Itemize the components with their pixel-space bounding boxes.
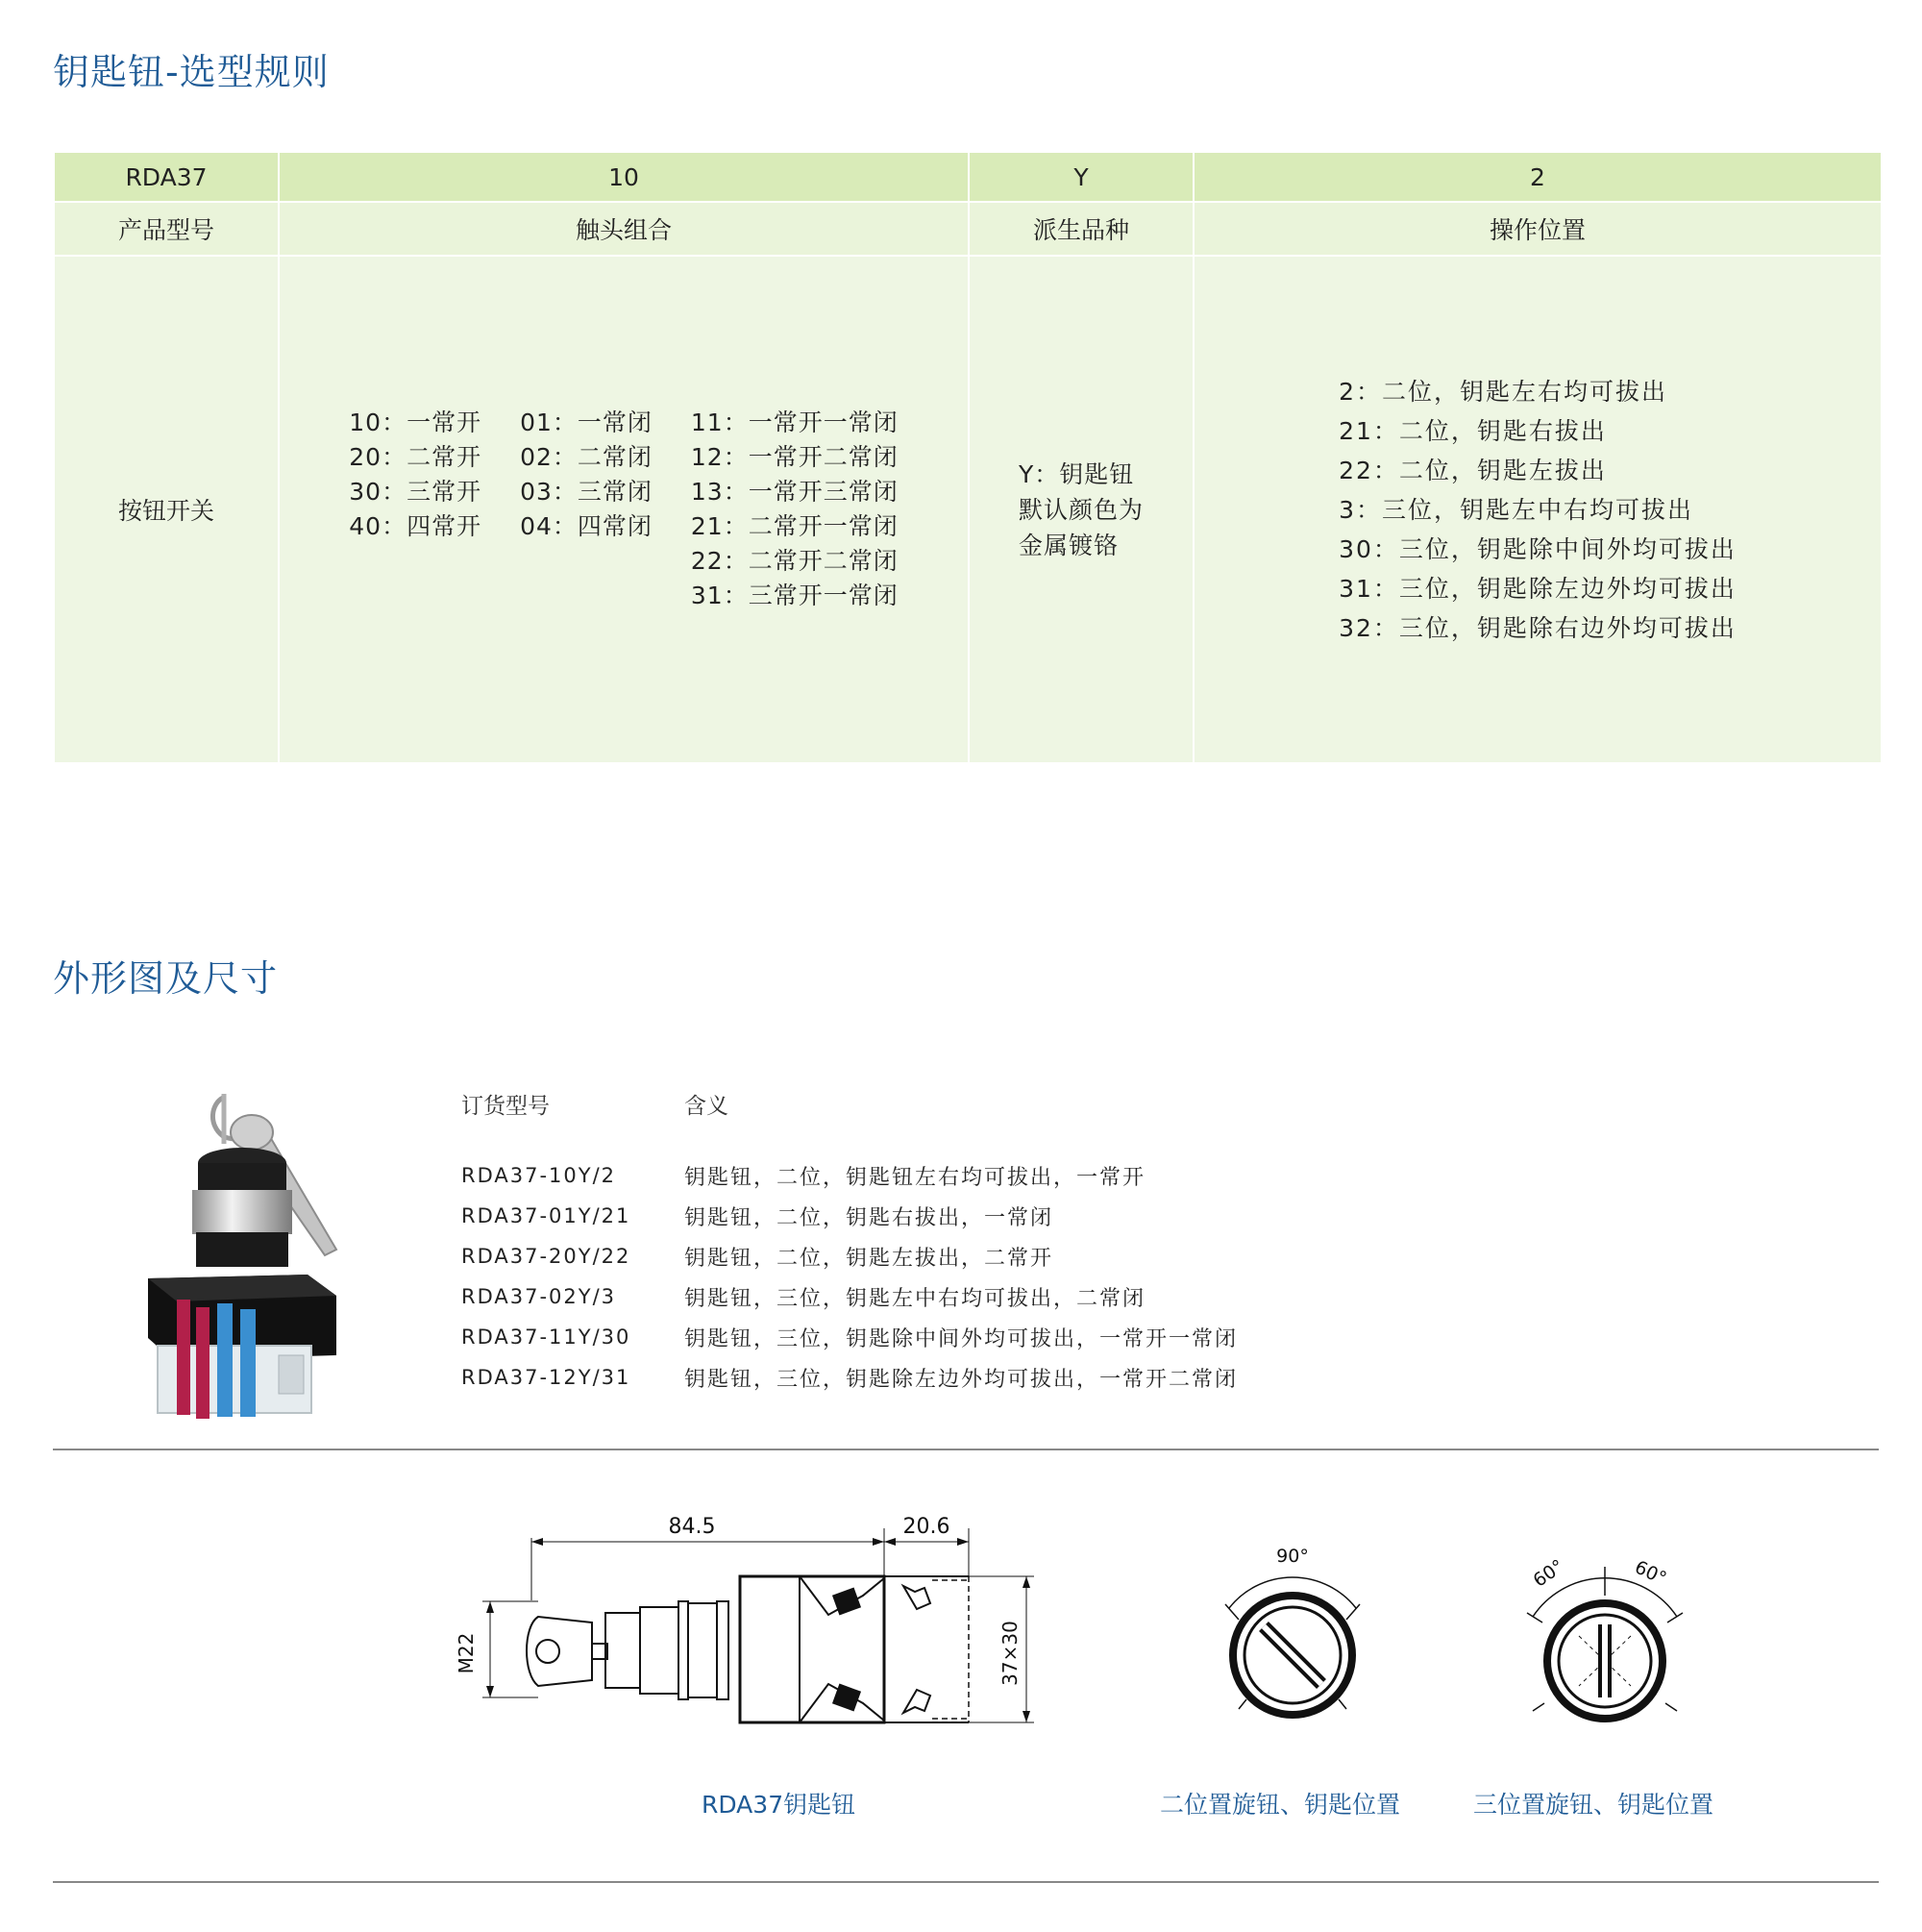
- divider-bottom: [53, 1881, 1879, 1883]
- name-row: [54, 202, 1882, 256]
- dimension-drawing: [452, 1499, 1047, 1749]
- contact-option: 40：四常开: [349, 512, 482, 540]
- dim-length-label: 84.5: [668, 1515, 716, 1539]
- derivative-cell: [969, 256, 1194, 763]
- contact-option: 22：二常开二常闭: [690, 547, 899, 575]
- contact-option: 21：二常开一常闭: [690, 512, 899, 540]
- dim-depth-label: 20.6: [902, 1515, 950, 1539]
- order-model: RDA37-20Y/22: [461, 1245, 631, 1268]
- angle-two-label: 90°: [1276, 1546, 1309, 1567]
- divider-top: [53, 1449, 1879, 1450]
- contact-option: 11：一常开一常闭: [690, 409, 899, 436]
- order-list: [461, 1088, 1422, 1398]
- position-option: 31：三位，钥匙除左边外均可拔出: [1339, 574, 1737, 603]
- dim-thread-label: M22: [455, 1632, 478, 1674]
- body-row: [54, 256, 1882, 763]
- order-header-meaning: 含义: [684, 1094, 728, 1119]
- code-position: 2: [1194, 152, 1882, 202]
- contact-option: 02：二常闭: [520, 443, 653, 471]
- name-position: 操作位置: [1194, 202, 1882, 256]
- contact-option: 20：二常开: [349, 443, 482, 471]
- code-derivative: Y: [969, 152, 1194, 202]
- dim-body-label: 37×30: [998, 1621, 1022, 1686]
- order-row: [461, 1236, 1422, 1276]
- code-product: RDA37: [54, 152, 279, 202]
- caption-main: RDA37钥匙钮: [702, 1791, 856, 1819]
- position-option: 3：三位，钥匙左中右均可拔出: [1339, 495, 1693, 524]
- three-position-diagram: [1514, 1528, 1696, 1730]
- product-cell: 按钮开关: [54, 256, 279, 763]
- order-row: [461, 1317, 1422, 1357]
- contacts-no-column: [349, 406, 481, 544]
- order-meaning: 钥匙钮，三位，钥匙除左边外均可拔出，一常开二常闭: [684, 1367, 1239, 1392]
- derivative-line: Y：钥匙钮: [1018, 459, 1135, 488]
- contacts-mixed-column: [691, 406, 899, 613]
- order-meaning: 钥匙钮，三位，钥匙左中右均可拔出，二常闭: [684, 1286, 1146, 1311]
- contacts-cell: [279, 256, 969, 763]
- order-row: [461, 1276, 1422, 1317]
- code-row: [54, 152, 1882, 202]
- position-option: 32：三位，钥匙除右边外均可拔出: [1339, 613, 1737, 642]
- order-model: RDA37-01Y/21: [461, 1204, 631, 1227]
- contact-option: 01：一常闭: [520, 409, 653, 436]
- name-derivative: 派生品种: [969, 202, 1194, 256]
- contact-option: 03：三常闭: [520, 478, 653, 506]
- position-option: 2：二位，钥匙左右均可拔出: [1339, 377, 1667, 406]
- angle-three-left-label: 60°: [1529, 1555, 1568, 1592]
- name-contacts: 触头组合: [279, 202, 969, 256]
- order-model: RDA37-11Y/30: [461, 1325, 631, 1349]
- order-row: [461, 1357, 1422, 1398]
- position-option: 30：三位，钥匙除中间外均可拔出: [1339, 534, 1737, 563]
- two-position-diagram: [1206, 1533, 1379, 1725]
- order-model: RDA37-12Y/31: [461, 1366, 631, 1389]
- position-option: 21：二位，钥匙右拔出: [1339, 416, 1607, 445]
- positions-cell: [1194, 256, 1882, 763]
- order-meaning: 钥匙钮，二位，钥匙钮左右均可拔出，一常开: [684, 1165, 1146, 1190]
- position-option: 22：二位，钥匙左拔出: [1339, 456, 1607, 484]
- contacts-nc-column: [520, 406, 653, 544]
- order-list-header: [461, 1088, 1422, 1127]
- derivative-line: 金属镀铬: [1018, 531, 1119, 559]
- angle-three-right-label: 60°: [1631, 1556, 1670, 1590]
- section-title-dimensions: 外形图及尺寸: [53, 957, 279, 1000]
- order-row: [461, 1196, 1422, 1236]
- contact-option: 10：一常开: [349, 409, 482, 436]
- order-meaning: 钥匙钮，三位，钥匙除中间外均可拔出，一常开一常闭: [684, 1326, 1239, 1351]
- order-meaning: 钥匙钮，二位，钥匙右拔出，一常闭: [684, 1205, 1054, 1230]
- code-contacts: 10: [279, 152, 969, 202]
- derivative-line: 默认颜色为: [1018, 495, 1144, 524]
- contact-option: 31：三常开一常闭: [690, 582, 899, 609]
- section-title-selection: 钥匙钮-选型规则: [53, 51, 330, 93]
- contact-option: 12：一常开二常闭: [690, 443, 899, 471]
- order-meaning: 钥匙钮，二位，钥匙左拔出，二常开: [684, 1246, 1054, 1271]
- selection-table: [53, 151, 1883, 764]
- contact-option: 30：三常开: [349, 478, 482, 506]
- caption-three-position: 三位置旋钮、钥匙位置: [1473, 1791, 1714, 1819]
- product-photo: [135, 1086, 365, 1423]
- contact-option: 04：四常闭: [520, 512, 653, 540]
- order-header-model: 订货型号: [461, 1094, 550, 1119]
- order-model: RDA37-02Y/3: [461, 1285, 617, 1308]
- name-product: 产品型号: [54, 202, 279, 256]
- caption-two-position: 二位置旋钮、钥匙位置: [1160, 1791, 1401, 1819]
- order-model: RDA37-10Y/2: [461, 1164, 617, 1187]
- order-row: [461, 1155, 1422, 1196]
- contact-option: 13：一常开三常闭: [690, 478, 899, 506]
